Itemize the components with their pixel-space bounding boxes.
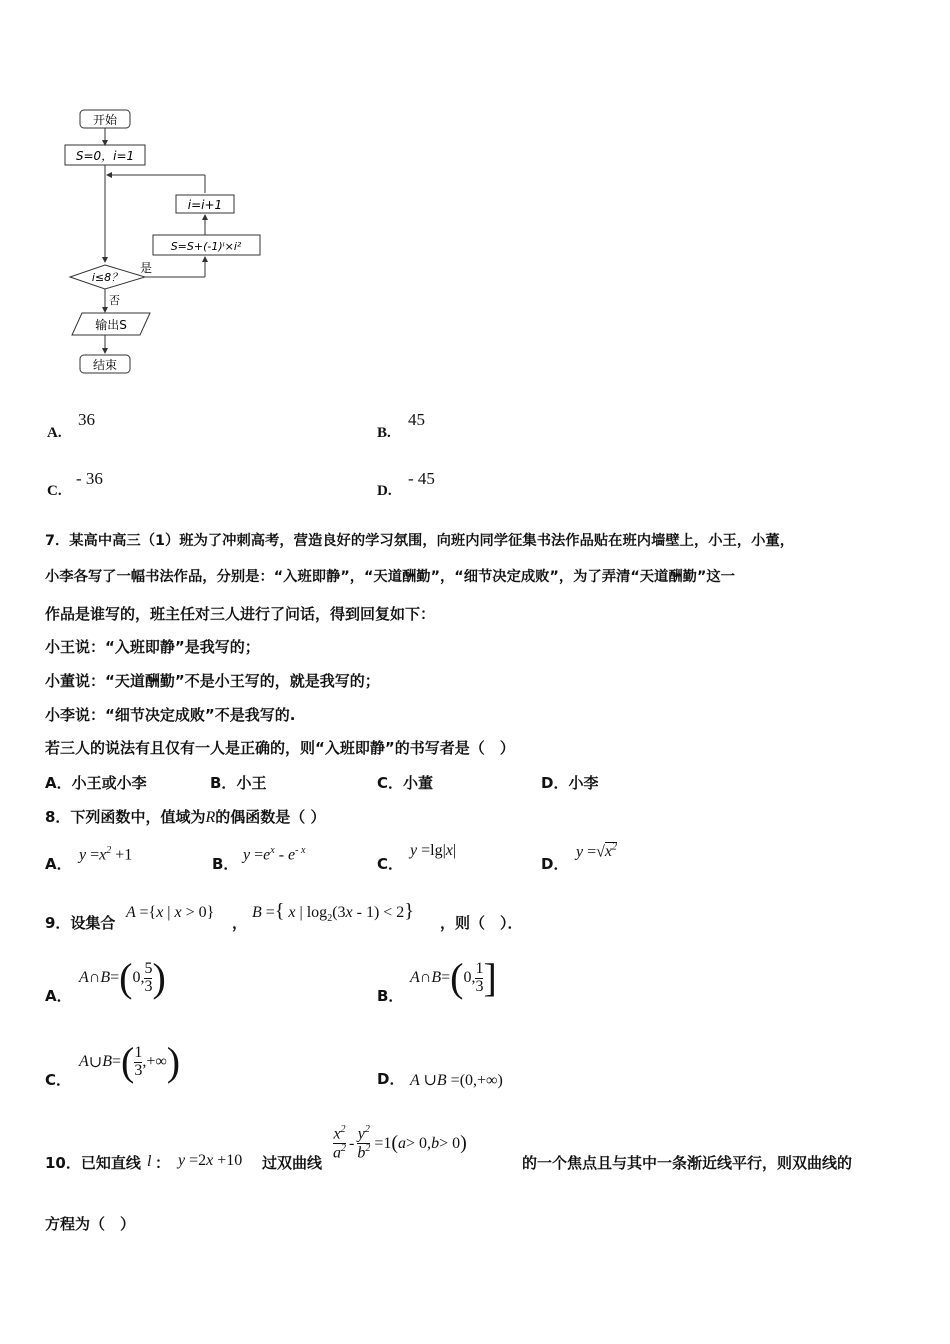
flow-condition-label: i≤8？ [91, 271, 123, 284]
option-letter: D． [541, 855, 569, 873]
option-letter: C. [47, 483, 62, 499]
q6-option-c-value: - 36 [76, 469, 103, 488]
q9-stem-post: ，则（ ）． [440, 914, 523, 932]
flow-increment-label: i=i+1 [187, 198, 223, 212]
option-letter: D． [377, 1070, 405, 1088]
q9-option-a [45, 985, 72, 1006]
option-letter: D． [541, 774, 569, 792]
q8-stem [45, 806, 325, 827]
q9-option-a-formula: A ∩ B = ( 0, $\frac{5}{3}$ ) [79, 955, 166, 1000]
q7-line6: 小李说：“细节决定成败”不是我写的. [45, 706, 296, 724]
q10-mid: 过双曲线 [262, 1154, 323, 1172]
q7-line7: 若三人的说法有且仅有一人是正确的，则“入班即静”的书写者是（ ） [45, 739, 515, 757]
q9-option-c [45, 1069, 71, 1090]
q9-option-b-formula: A ∩ B = ( 0, $\frac{1}{3}$ ] [410, 955, 497, 1000]
q8-option-a-formula: $y =x^2 +1$ [79, 845, 133, 864]
q10-line-var: l [147, 1153, 152, 1170]
option-letter: B. [377, 425, 391, 441]
q8-option-b [212, 853, 238, 874]
option-letter: C． [377, 774, 404, 792]
q6-option-d-value: - 45 [408, 469, 435, 488]
flow-yes-label: 是 [140, 261, 153, 275]
option-letter: A． [45, 987, 72, 1005]
q8-option-d [541, 853, 568, 874]
q6-option-a [47, 425, 62, 442]
q6-option-b [377, 425, 391, 442]
q7-option-d [541, 772, 598, 793]
option-value: 小李 [568, 774, 599, 792]
option-letter: C． [377, 855, 404, 873]
q9-option-d-formula: A ∪B =(0,+∞) [410, 1072, 503, 1089]
q7-option-b [210, 772, 266, 793]
q9-option-b [377, 985, 403, 1006]
q8-option-d-formula: $y =√x^2$ [576, 842, 618, 861]
q8-option-c-formula: y =lg|x| [410, 842, 457, 859]
q10-line2: 方程为（ ） [45, 1215, 136, 1233]
q9-set-b: B ={ x | $\log_2(3x - 1) < 2$} [252, 900, 414, 925]
flowchart [60, 105, 280, 380]
q7-option-a [45, 772, 147, 793]
q7-line3: 作品是谁写的，班主任对三人进行了问话，得到回复如下： [45, 605, 436, 623]
q6-option-b-value: 45 [408, 410, 425, 429]
q9-option-c-formula: A ∪ B = ( $\frac{1}{3}$ ,+∞ ) [79, 1039, 181, 1084]
q9-set-a: A ={x | x > 0} [126, 904, 215, 921]
q10-stem-pre: 10．已知直线 [45, 1154, 141, 1172]
option-letter: A. [47, 425, 62, 441]
option-letter: D. [377, 483, 392, 499]
q7-line2: 小李各写了一幅书法作品，分别是：“入班即静”，“天道酬勤”，“细节决定成败”，为了弄清“天道酬勤”这一 [45, 569, 735, 585]
flowchart-diagram [60, 105, 280, 380]
q8-stem-pre: 8．下列函数中，值域为 [45, 808, 206, 826]
flow-no-label: 否 [109, 294, 120, 307]
q6-option-a-value: 36 [78, 410, 95, 429]
option-letter: A． [45, 855, 72, 873]
option-letter: B． [377, 987, 404, 1005]
q10-stem-post: 的一个焦点且与其中一条渐近线平行，则双曲线的 [522, 1154, 853, 1172]
option-value: 小王 [236, 774, 267, 792]
q8-option-c [377, 853, 403, 874]
option-letter: B． [212, 855, 239, 873]
q8-option-a [45, 853, 72, 874]
q9-stem-pre: 9．设集合 [45, 914, 116, 932]
q8-stem-post: 的偶函数是（ ） [215, 808, 326, 826]
q6-option-d [377, 483, 392, 500]
flow-end-label: 结束 [92, 358, 118, 372]
option-letter: B． [210, 774, 237, 792]
flow-output-label: 输出S [95, 318, 127, 332]
q7-line4: 小王说：“入班即静”是我写的； [45, 638, 260, 656]
flow-start-label: 开始 [92, 113, 118, 127]
q10-hyperbola-formula: $\frac{x^2}{a^2}$ - $\frac{y^2}{b^2}$ =1 ( a > 0, b > 0 ) [333, 1124, 467, 1162]
flow-update-label: S=S+(-1)ⁱ×i² [170, 240, 242, 253]
q9-option-d [377, 1068, 404, 1089]
q8-option-b-formula: $y =e^x - e^{- x}$ [243, 845, 306, 864]
q10-colon: ： [155, 1154, 171, 1172]
q8-stem-var: R [205, 809, 216, 826]
q10-line-formula: y =2x +10 [178, 1152, 243, 1169]
flow-init-label: S=0，i=1 [75, 149, 135, 163]
q7-line1: 7．某高中高三（1）班为了冲刺高考，营造良好的学习氛围，向班内同学征集书法作品贴在班内墙壁上，小王，小董， [45, 533, 795, 549]
option-letter: C． [45, 1071, 72, 1089]
option-letter: A． [45, 774, 72, 792]
q6-option-c [47, 483, 62, 500]
option-value: 小董 [403, 774, 434, 792]
q9-sep: ， [232, 914, 248, 932]
q7-option-c [377, 772, 433, 793]
option-value: 小王或小李 [71, 774, 147, 792]
q7-line5: 小董说：“天道酬勤”不是小王写的，就是我写的； [45, 672, 380, 690]
